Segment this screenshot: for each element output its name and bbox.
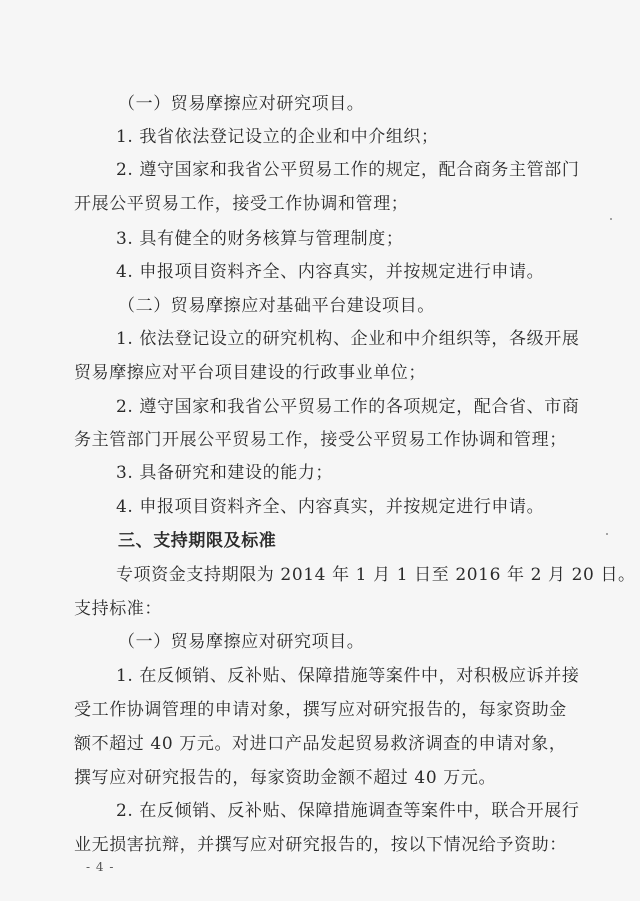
paragraph-line: 3. 具有健全的财务核算与管理制度； [116, 229, 404, 249]
paragraph-line: 4. 申报项目资料齐全、内容真实，并按规定进行申请。 [116, 497, 545, 517]
paragraph-line: 额不超过 40 万元。对进口产品发起贸易救济调查的申请对象， [74, 734, 567, 754]
paragraph-line: 受工作协调管理的申请对象，撰写应对研究报告的，每家资助金 [74, 700, 567, 720]
paragraph-line: 1. 依法登记设立的研究机构、企业和中介组织等，各级开展 [116, 329, 580, 349]
paragraph-line: 1. 我省依法登记设立的企业和中介组织； [116, 127, 439, 147]
paragraph-line: 3. 具备研究和建设的能力； [116, 463, 334, 483]
paragraph-line: 2. 在反倾销、反补贴、保障措施调查等案件中，联合开展行 [116, 801, 580, 821]
paragraph-line: 1. 在反倾销、反补贴、保障措施等案件中，对积极应诉并接 [116, 666, 580, 686]
paragraph-line: 撰写应对研究报告的，每家资助金额不超过 40 万元。 [74, 768, 497, 788]
paragraph-line: 专项资金支持期限为 2014 年 1 月 1 日至 2016 年 2 月 20 日。 [116, 565, 636, 585]
paragraph-line: 2. 遵守国家和我省公平贸易工作的各项规定，配合省、市商 [116, 397, 580, 417]
paragraph-line: 2. 遵守国家和我省公平贸易工作的规定，配合商务主管部门 [116, 160, 580, 180]
scan-speck [606, 533, 608, 535]
page-number: - 4 - [86, 860, 115, 874]
paragraph-line: 支持标准： [74, 599, 162, 619]
scan-speck [610, 218, 612, 220]
subheading-trade-friction-research: （一）贸易摩擦应对研究项目。 [118, 94, 365, 114]
paragraph-line: 开展公平贸易工作，接受工作协调和管理； [74, 194, 409, 214]
subheading-platform-construction: （二）贸易摩擦应对基础平台建设项目。 [118, 296, 435, 316]
paragraph-line: 务主管部门开展公平贸易工作，接受公平贸易工作协调和管理； [74, 430, 567, 450]
paragraph-line: 4. 申报项目资料齐全、内容真实，并按规定进行申请。 [116, 262, 545, 282]
section-heading-support-terms: 三、支持期限及标准 [118, 531, 277, 551]
paragraph-line: 贸易摩擦应对平台项目建设的行政事业单位； [74, 363, 426, 383]
paragraph-line: 业无损害抗辩，并撰写应对研究报告的，按以下情况给予资助： [74, 835, 567, 855]
subheading-trade-friction-research: （一）贸易摩擦应对研究项目。 [118, 632, 365, 652]
